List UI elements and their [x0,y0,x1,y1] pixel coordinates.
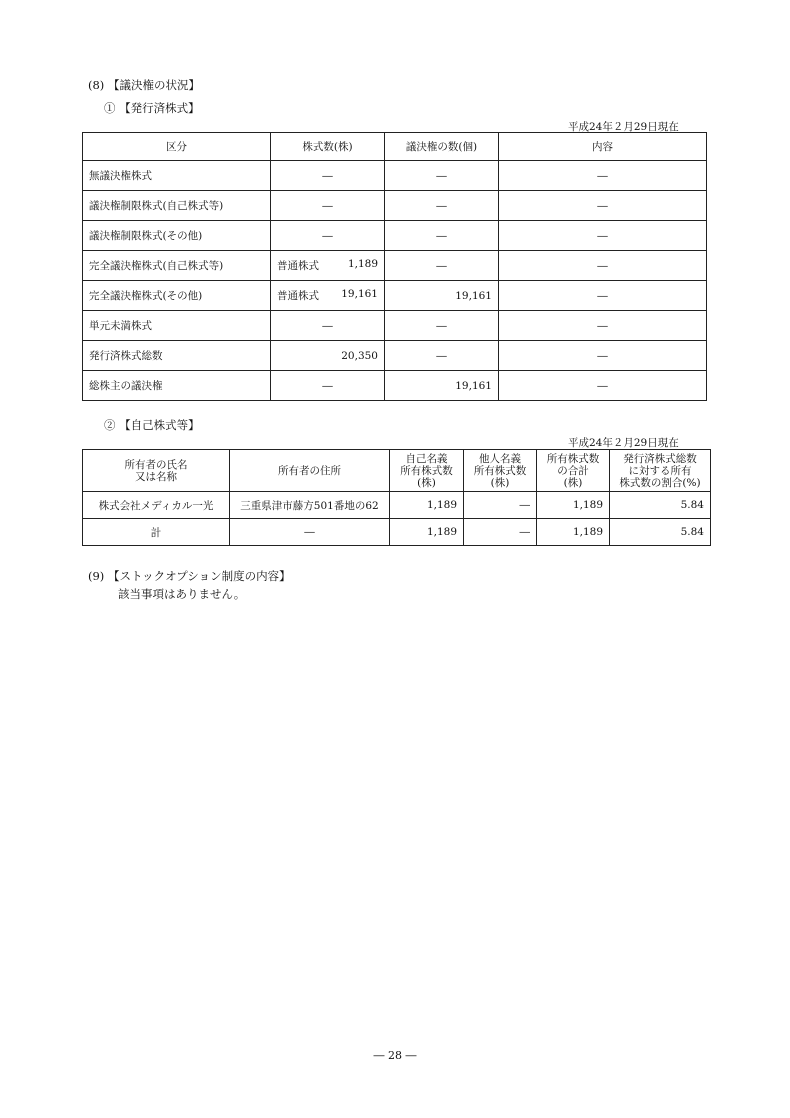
row-content: ― [499,311,707,341]
share-count: 19,161 [341,288,378,300]
row-label: 単元未満株式 [83,311,271,341]
row-votes: ― [385,221,499,251]
as-of-date-2: 平成24年２月29日現在 [568,437,679,449]
share-kind: 普通株式 [277,290,319,302]
row-label: 議決権制限株式(その他) [83,221,271,251]
row-total-shares: 1,189 [537,492,610,519]
row-label: 総株主の議決権 [83,371,271,401]
row-shares: 20,350 [271,341,385,371]
table-row [83,281,707,311]
row-owner: 株式会社メディカル一光 [83,492,230,519]
row-votes: ― [385,341,499,371]
row-content: ― [499,281,707,311]
header-address: 所有者の住所 [230,450,390,492]
share-kind: 普通株式 [277,260,319,272]
row-content: ― [499,371,707,401]
row-content: ― [499,191,707,221]
row-shares: ― [271,371,385,401]
table-row [83,251,707,281]
issued-shares-table [82,132,707,401]
row-label: 無議決権株式 [83,161,271,191]
row-label: 完全議決権株式(自己株式等) [83,251,271,281]
row-votes: 19,161 [385,281,499,311]
section-8-2-title: ② 【自己株式等】 [104,418,200,432]
row-ratio: 5.84 [610,519,711,546]
row-label: 完全議決権株式(その他) [83,281,271,311]
row-ratio: 5.84 [610,492,711,519]
row-total-shares: 1,189 [537,519,610,546]
header-votes: 議決権の数(個) [385,133,499,161]
row-votes: ― [385,161,499,191]
row-votes: ― [385,251,499,281]
row-shares [271,281,385,311]
header-owner: 所有者の氏名 又は名称 [83,450,230,492]
table-row [83,191,707,221]
row-owner: 計 [83,519,230,546]
table-row [83,371,707,401]
row-content: ― [499,221,707,251]
row-content: ― [499,251,707,281]
table-row [83,311,707,341]
treasury-shares-table [82,449,711,546]
row-content: ― [499,161,707,191]
row-label: 発行済株式総数 [83,341,271,371]
row-votes: ― [385,311,499,341]
share-count: 1,189 [347,258,378,270]
header-own-name-shares: 自己名義 所有株式数 (株) [390,450,464,492]
row-shares [271,251,385,281]
section-9-body: 該当事項はありません。 [118,587,246,601]
row-shares: ― [271,161,385,191]
row-own-shares: 1,189 [390,492,464,519]
header-ratio: 発行済株式総数 に対する所有 株式数の割合(%) [610,450,711,492]
row-votes: ― [385,191,499,221]
row-other-shares: ― [464,519,537,546]
table-row [83,221,707,251]
header-content: 内容 [499,133,707,161]
row-shares: ― [271,311,385,341]
table-row [83,492,711,519]
header-category: 区分 [83,133,271,161]
row-other-shares: ― [464,492,537,519]
table-row [83,341,707,371]
row-label: 議決権制限株式(自己株式等) [83,191,271,221]
header-other-name-shares: 他人名義 所有株式数 (株) [464,450,537,492]
row-votes: 19,161 [385,371,499,401]
section-8-title: (8) 【議決権の状況】 [88,78,200,92]
table-header-row [83,133,707,161]
row-shares: ― [271,221,385,251]
table-row [83,161,707,191]
table-header-row [83,450,711,492]
page-number: ― 28 ― [373,1049,417,1062]
row-own-shares: 1,189 [390,519,464,546]
header-total-shares: 所有株式数 の合計 (株) [537,450,610,492]
as-of-date-1: 平成24年２月29日現在 [568,121,679,133]
section-9-title: (9) 【ストックオプション制度の内容】 [88,569,291,583]
row-shares: ― [271,191,385,221]
row-content: ― [499,341,707,371]
row-address: 三重県津市藤方501番地の62 [230,492,390,519]
table-row [83,519,711,546]
header-shares: 株式数(株) [271,133,385,161]
section-8-1-title: ① 【発行済株式】 [104,101,200,115]
row-address: ― [230,519,390,546]
